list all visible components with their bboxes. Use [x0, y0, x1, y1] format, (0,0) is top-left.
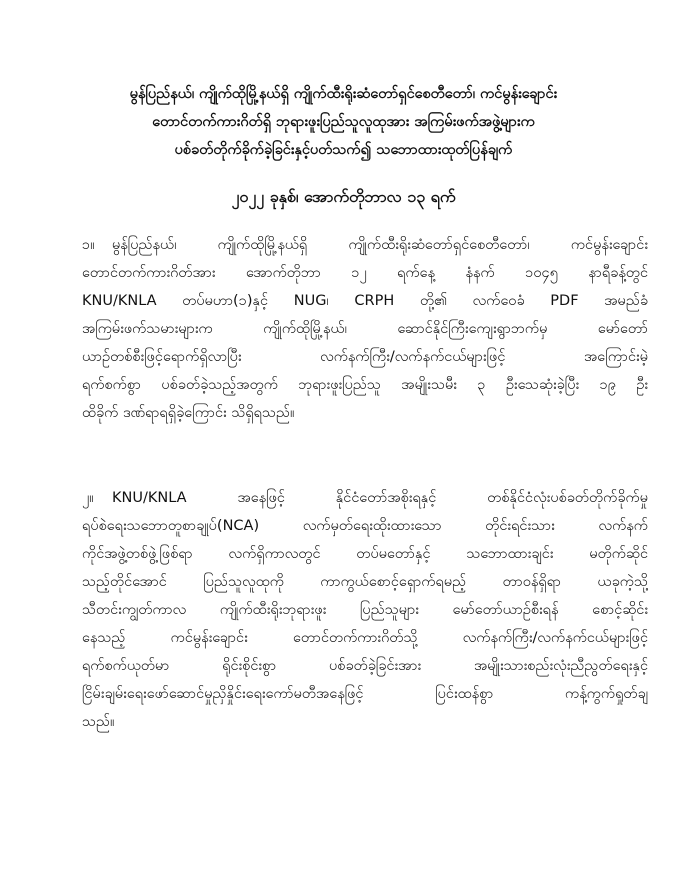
paragraph-line: တောင်တက်ကားဂိတ်အား အောက်တိုဘာ ၁၂ ရက်နေ့ နံနက် ၁၀၄၅ နာရီခန့်တွင်	[82, 265, 648, 281]
paragraph-line: ၂။ KNU/KNLA အနေဖြင့် နိုင်ငံတော်အစိုးရနှင့် တစ်နိုင်ငံလုံးပစ်ခတ်တိုက်ခိုက်မှု	[82, 484, 648, 512]
title-line-3: ပစ်ခတ်တိုက်ခိုက်ခဲ့ခြင်းနှင့်ပတ်သက်၍ သဘောထားထုတ်ပြန်ချက်	[174, 142, 513, 158]
paragraph-line: ရက်စက်စွာ ပစ်ခတ်ခဲ့သည့်အတွက် ဘုရားဖူးပြည်သူ အမျိုးသမီး ၃ ဦးသေဆုံးခဲ့ပြီး ၁၉ ဦး	[82, 377, 648, 393]
paragraph-line: ရပ်စဲရေးသဘောတူစာချုပ်(NCA) လက်မှတ်ရေးထိုးထားသော တိုင်းရင်းသား လက်နက်	[82, 518, 648, 534]
statement-date: ၂၀၂၂ ခုနှစ်၊ အောက်တိုဘာလ ၁၃ ရက်	[231, 187, 456, 206]
title-line-1: မွန်ပြည်နယ်၊ ကျိုက်ထိုမြို့နယ်ရှိ ကျိုက်ထီးရိုးဆံတော်ရှင်စေတီတော်၊ ကင်မွန်းချောင်း	[129, 86, 558, 102]
paragraph-line: သည့်တိုင်အောင် ပြည်သူလူထုကို ကာကွယ်စောင့်ရှောက်ရမည့် တာဝန်ရှိရာ ယခုကဲ့သို့	[82, 574, 648, 590]
paragraph-line: KNU/KNLA တပ်မဟာ(၁)နှင့် NUG၊ CRPH တို့၏ လက်ဝေခံ PDF အမည်ခံ	[82, 293, 648, 309]
paragraph-line: ထိခိုက် ဒဏ်ရာရရှိခဲ့ကြောင်း သိရှိရသည်။	[82, 405, 295, 421]
paragraph-line: နေသည့် ကင်မွန်းချောင်း တောင်တက်ကားဂိတ်သို့ လက်နက်ကြီး/လက်နက်ငယ်များဖြင့်	[82, 630, 648, 646]
paragraph-line: သည်။	[82, 714, 115, 730]
paragraph-line: ရက်စက်ယုတ်မာ ရိုင်းစိုင်းစွာ ပစ်ခတ်ခဲ့ခြင်းအား အမျိုးသားစည်းလုံးညီညွတ်ရေးနှင့်	[82, 658, 648, 674]
paragraph-2	[82, 484, 648, 736]
paragraph-line: ကိုင်အဖွဲ့တစ်ဖွဲ့ဖြစ်ရာ လက်ရှိကာလတွင် တပ်မတော်နှင့် သဘောထားချင်း မတိုက်ဆိုင်	[82, 546, 648, 562]
paragraph-line: ငြိမ်းချမ်းရေးဖော်ဆောင်မှုညှိနှိုင်းရေးကော်မတီအနေဖြင့် ပြင်းထန်စွာ ကန့်ကွက်ရှုတ်ချ	[82, 686, 648, 702]
paragraph-line: ၁။ မွန်ပြည်နယ်၊ ကျိုက်ထိုမြို့နယ်ရှိ ကျိုက်ထီးရိုးဆံတော်ရှင်စေတီတော်၊ ကင်မွန်းချောင်း	[82, 231, 648, 259]
paragraph-number: ၁။	[82, 237, 95, 253]
title-line-2: တောင်တက်ကားဂိတ်ရှိ ဘုရားဖူးပြည်သူလူထုအား အကြမ်းဖက်အဖွဲ့များက	[152, 114, 535, 130]
statement-title	[40, 80, 647, 164]
paragraph-1	[82, 231, 648, 427]
paragraph-line: သီတင်းကျွတ်ကာလ ကျိုက်ထီးရိုးဘုရားဖူး ပြည်သူများ မော်တော်ယာဉ်စီးရန် စောင့်ဆိုင်း	[82, 602, 648, 618]
paragraph-number: ၂။	[82, 490, 94, 506]
paragraph-line: ယာဉ်တစ်စီးဖြင့်ရောက်ရှိလာပြီး လက်နက်ကြီး/လက်နက်ငယ်များဖြင့် အကြောင်းမဲ့	[82, 349, 648, 365]
paragraph-line: အကြမ်းဖက်သမားများက ကျိုက်ထိုမြို့နယ်၊ ဆောင်နိုင်ကြီးကျေးရွာဘက်မှ မော်တော်	[82, 321, 648, 337]
